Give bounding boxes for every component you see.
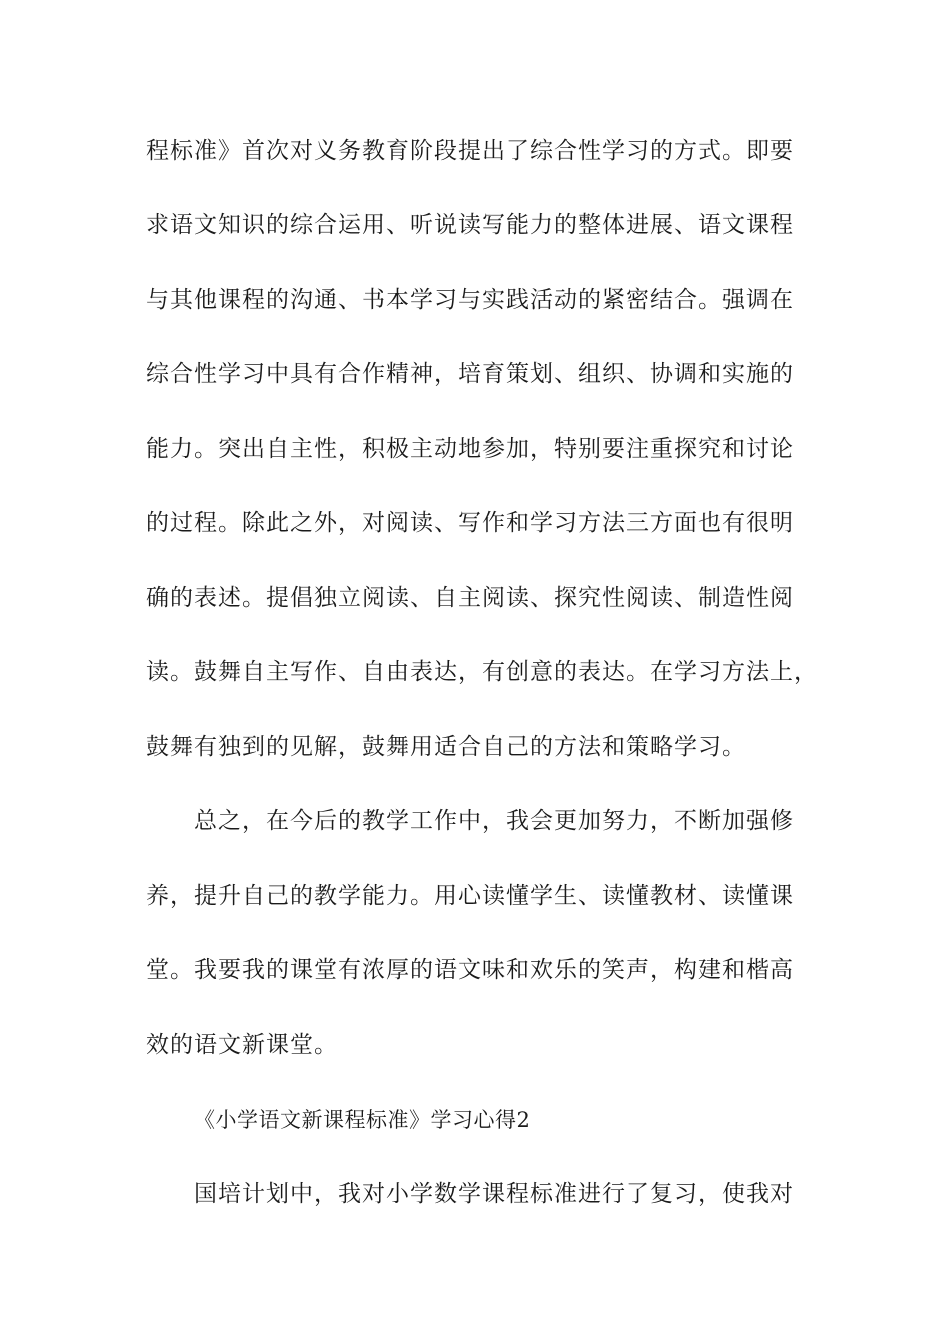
paragraph-1-line-8: 读。鼓舞自主写作、自由表达，有创意的表达。在学习方法上，	[146, 659, 818, 685]
paragraph-2-line-3: 堂。我要我的课堂有浓厚的语文味和欢乐的笑声，构建和楷高	[146, 957, 794, 983]
paragraph-3-line-1: 国培计划中，我对小学数学课程标准进行了复习，使我对	[194, 1181, 794, 1207]
paragraph-1-line-2: 求语文知识的综合运用、听说读写能力的整体进展、语文课程	[146, 212, 794, 238]
section-title: 《小学语文新课程标准》学习心得2	[194, 1108, 531, 1132]
paragraph-1-line-1: 程标准》首次对义务教育阶段提出了综合性学习的方式。即要	[146, 138, 794, 164]
paragraph-2-line-4: 效的语文新课堂。	[146, 1032, 338, 1058]
paragraph-1-line-5: 能力。突出自主性，积极主动地参加，特别要注重探究和讨论	[146, 436, 794, 462]
paragraph-1-line-4: 综合性学习中具有合作精神，培育策划、组织、协调和实施的	[146, 361, 794, 387]
paragraph-1-line-6: 的过程。除此之外，对阅读、写作和学习方法三方面也有很明	[146, 510, 794, 536]
paragraph-1-line-3: 与其他课程的沟通、书本学习与实践活动的紧密结合。强调在	[146, 287, 794, 313]
paragraph-2-line-1: 总之，在今后的教学工作中，我会更加努力，不断加强修	[194, 808, 794, 834]
paragraph-1-line-9: 鼓舞有独到的见解，鼓舞用适合自己的方法和策略学习。	[146, 734, 746, 760]
paragraph-2-line-2: 养，提升自己的教学能力。用心读懂学生、读懂教材、读懂课	[146, 883, 794, 909]
paragraph-1-line-7: 确的表述。提倡独立阅读、自主阅读、探究性阅读、制造性阅	[146, 585, 794, 611]
